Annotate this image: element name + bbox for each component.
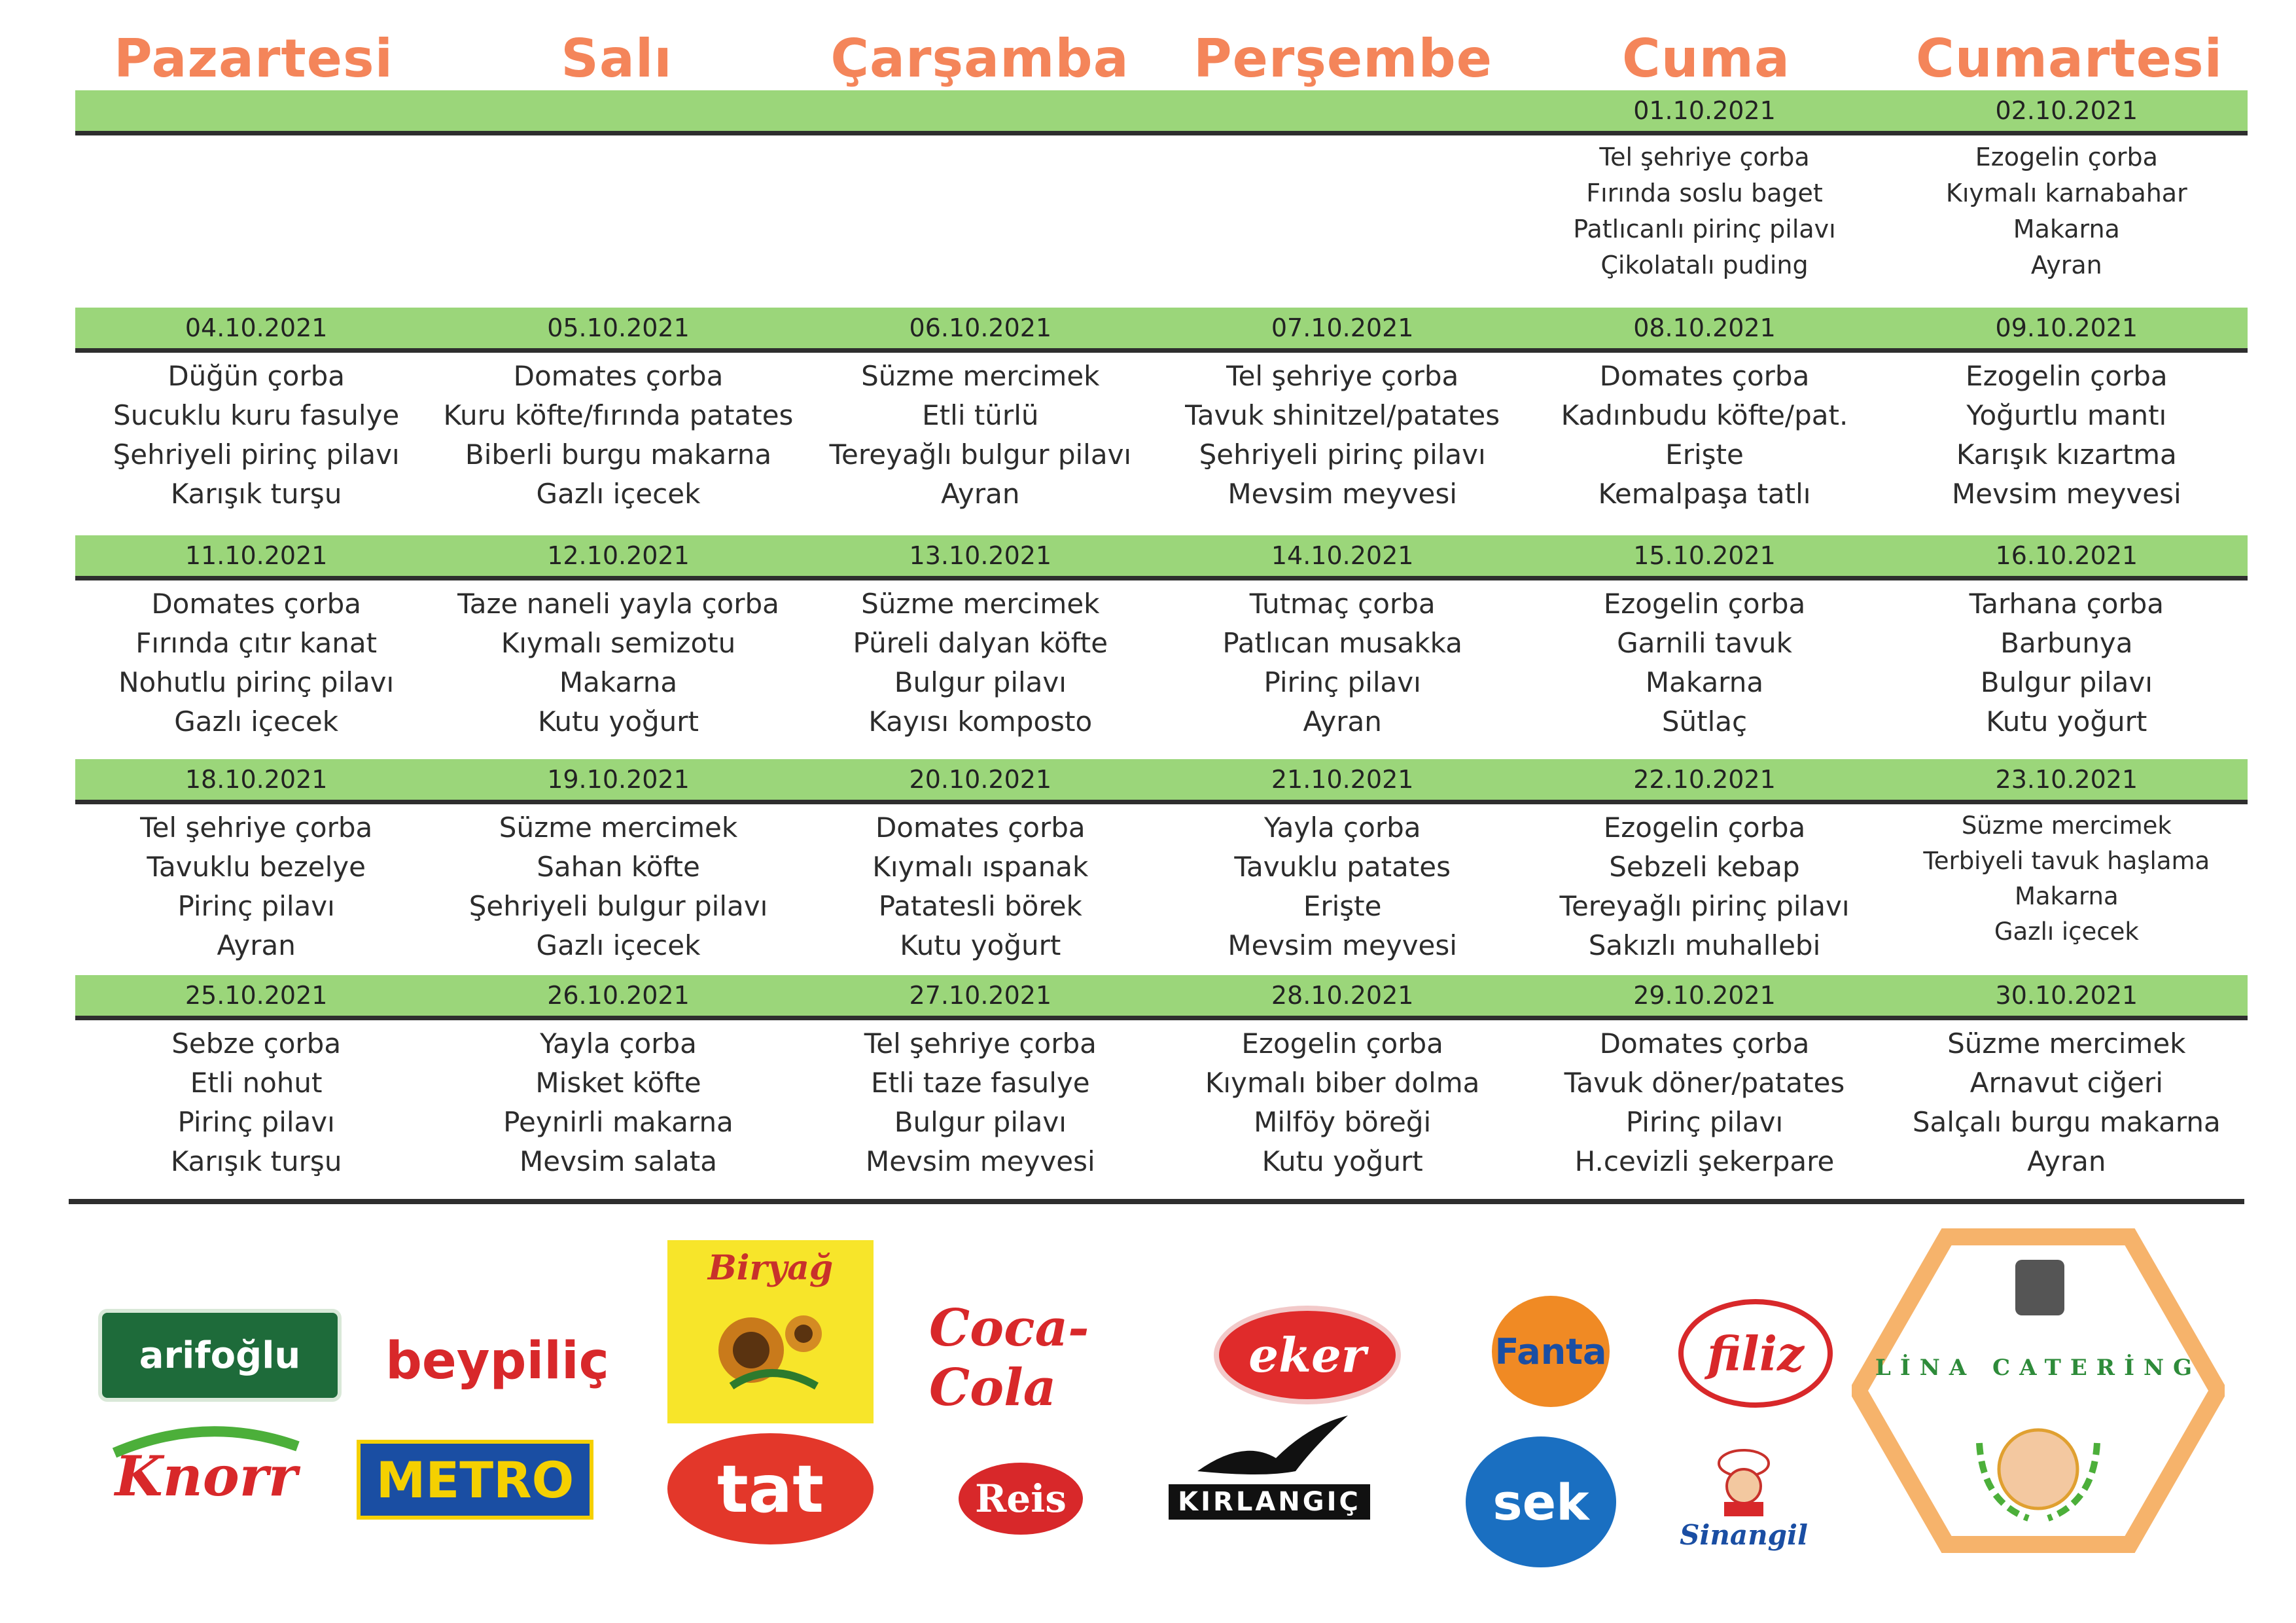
date-label: 29.10.2021 [1633, 981, 1776, 1010]
menu-item: Tavuk döner/patates [1564, 1067, 1845, 1099]
week-3 [75, 535, 2248, 741]
menu-item: Makarna [559, 666, 678, 698]
menu-item: Kemalpaşa tatlı [1598, 478, 1811, 510]
menu-cell [75, 1024, 437, 1181]
menu-item: Ayran [2027, 1145, 2106, 1177]
menu-item: Barbunya [2000, 627, 2133, 659]
menu-cell [1523, 808, 1885, 965]
biryag-logo-text: Biryağ [707, 1248, 834, 1288]
menu-item: Ezogelin çorba [1975, 143, 2158, 171]
menu-item: Süzme mercimek [1947, 1027, 2186, 1060]
reis-logo [959, 1463, 1083, 1535]
sinangil-logo [1665, 1436, 1822, 1561]
menu-item: Tavuklu patates [1234, 851, 1451, 883]
menu-item: Şehriyeli pirinç pilavı [113, 438, 400, 471]
week-5 [75, 975, 2248, 1181]
menu-item: Süzme mercimek [861, 588, 1100, 620]
date-label: 02.10.2021 [1995, 96, 2138, 125]
menu-item: Tutmaç çorba [1249, 588, 1436, 620]
date-label [1161, 90, 1523, 131]
menu-item: Mevsim meyvesi [1227, 478, 1457, 510]
menu-cell [1886, 584, 2248, 741]
menu-cell [1161, 1024, 1523, 1181]
date-label: 11.10.2021 [185, 541, 328, 570]
week-2 [75, 308, 2248, 514]
arifoglu-logo-text: arifoğlu [139, 1334, 301, 1377]
menu-item: Domates çorba [1599, 360, 1810, 392]
menu-item: Patatesli börek [878, 890, 1082, 922]
menu-item: Biberli burgu makarna [465, 438, 772, 471]
menu-cell [1886, 1024, 2248, 1181]
menu-item: Erişte [1303, 890, 1382, 922]
reis-logo-text: Reis [975, 1476, 1067, 1521]
menu-item: Süzme mercimek [861, 360, 1100, 392]
menu-item: Bulgur pilavı [1980, 666, 2153, 698]
menu-item: Süzme mercimek [499, 812, 738, 844]
menu-item: Ayran [217, 929, 296, 961]
menu-cell [1161, 139, 1523, 283]
date-label: 26.10.2021 [547, 981, 690, 1010]
menu-cell [75, 139, 437, 283]
date-label: 23.10.2021 [1995, 765, 2138, 794]
menu-item: Kayısı komposto [868, 705, 1093, 738]
menu-item: Şehriyeli bulgur pilavı [468, 890, 768, 922]
date-label: 18.10.2021 [185, 765, 328, 794]
chef-icon [1704, 1447, 1783, 1519]
lina-catering-logo [1852, 1227, 2225, 1554]
date-band [75, 975, 2248, 1020]
menu-item: Sucuklu kuru fasulye [113, 399, 400, 431]
menu-item: Tereyağlı bulgur pilavı [829, 438, 1132, 471]
menu-item: Gazlı içecek [536, 929, 701, 961]
menu-item: Makarna [2013, 215, 2120, 243]
menu-item: Şehriyeli pirinç pilavı [1199, 438, 1486, 471]
menu-cell [800, 357, 1161, 514]
date-label: 30.10.2021 [1995, 981, 2138, 1010]
menu-item: Taze naneli yayla çorba [457, 588, 779, 620]
date-band [75, 759, 2248, 804]
menu-item: Tavuklu bezelye [147, 851, 366, 883]
filiz-logo-text: filiz [1707, 1325, 1804, 1382]
menu-item: Garnili tavuk [1617, 627, 1792, 659]
menu-cell [1523, 139, 1885, 283]
beypilic-logo [366, 1322, 628, 1400]
menu-row [75, 804, 2248, 965]
date-label: 14.10.2021 [1271, 541, 1414, 570]
menu-row [75, 1020, 2248, 1181]
eker-logo-text: eker [1248, 1327, 1366, 1383]
day-header-friday: Cuma [1621, 28, 1790, 89]
menu-item: Tereyağlı pirinç pilavı [1559, 890, 1850, 922]
date-label: 19.10.2021 [547, 765, 690, 794]
menu-item: Ezogelin çorba [1241, 1027, 1443, 1060]
kirlangic-logo [1152, 1404, 1387, 1528]
date-label: 09.10.2021 [1995, 313, 2138, 342]
menu-cell [437, 139, 799, 283]
day-headers [72, 20, 2251, 98]
menu-item: Arnavut ciğeri [1969, 1067, 2163, 1099]
menu-cell [800, 584, 1161, 741]
sinangil-logo-text: Sinangil [1680, 1518, 1808, 1551]
menu-item: Salçalı burgu makarna [1912, 1106, 2221, 1138]
sek-logo-text: sek [1492, 1472, 1589, 1531]
menu-cell [1886, 357, 2248, 514]
day-header-monday: Pazartesi [113, 28, 393, 89]
knorr-leaf-icon [108, 1420, 304, 1459]
tat-logo-text: tat [716, 1450, 824, 1527]
menu-item: Pirinç pilavı [1625, 1106, 1784, 1138]
menu-item: Mevsim meyvesi [866, 1145, 1095, 1177]
coca-cola-logo [929, 1298, 1152, 1418]
menu-item: Karışık turşu [170, 1145, 342, 1177]
menu-item: Sebzeli kebap [1609, 851, 1800, 883]
day-header-thursday: Perşembe [1193, 28, 1493, 89]
lina-catering-hexagon-icon [1852, 1227, 2225, 1554]
menu-row [75, 353, 2248, 514]
lina-catering-logo-text: LİNA CATERİNG [1875, 1355, 2202, 1381]
menu-item: Nohutlu pirinç pilavı [118, 666, 395, 698]
date-label: 06.10.2021 [909, 313, 1052, 342]
menu-item: Ayran [941, 478, 1020, 510]
menu-item: Kutu yoğurt [900, 929, 1061, 961]
menu-item: Kıymalı biber dolma [1205, 1067, 1480, 1099]
menu-item: Domates çorba [1599, 1027, 1810, 1060]
menu-item: Yayla çorba [540, 1027, 697, 1060]
menu-item: Mevsim meyvesi [1952, 478, 2181, 510]
menu-item: Gazlı içecek [536, 478, 701, 510]
menu-item: Tel şehriye çorba [1599, 143, 1810, 171]
date-label: 07.10.2021 [1271, 313, 1414, 342]
date-label: 08.10.2021 [1633, 313, 1776, 342]
menu-item: Kıymalı karnabahar [1945, 179, 2187, 207]
menu-item: Kutu yoğurt [1262, 1145, 1423, 1177]
beypilic-logo-text: beypiliç [385, 1332, 609, 1391]
menu-item: Erişte [1665, 438, 1744, 471]
metro-logo-text: METRO [376, 1450, 574, 1509]
knorr-logo-text: Knorr [115, 1443, 298, 1508]
date-label [800, 90, 1161, 131]
date-label: 22.10.2021 [1633, 765, 1776, 794]
date-label: 25.10.2021 [185, 981, 328, 1010]
fanta-logo [1492, 1296, 1610, 1407]
menu-item: Tel şehriye çorba [140, 812, 373, 844]
menu-item: Misket köfte [535, 1067, 701, 1099]
fanta-logo-text: Fanta [1494, 1330, 1607, 1372]
week-4 [75, 759, 2248, 965]
menu-item: Bulgur pilavı [894, 1106, 1067, 1138]
menu-item: Ayran [1303, 705, 1382, 738]
menu-item: Milföy böreği [1254, 1106, 1432, 1138]
day-header-tuesday: Salı [561, 28, 673, 89]
menu-item: Makarna [2014, 882, 2119, 910]
date-label: 13.10.2021 [909, 541, 1052, 570]
menu-item: Karışık kızartma [1956, 438, 2177, 471]
menu-cell [800, 808, 1161, 965]
date-label: 20.10.2021 [909, 765, 1052, 794]
menu-item: Kıymalı ıspanak [872, 851, 1089, 883]
menu-cell [437, 584, 799, 741]
menu-item: Etli taze fasulye [871, 1067, 1090, 1099]
menu-item: Tel şehriye çorba [1226, 360, 1459, 392]
biryag-logo [667, 1240, 874, 1423]
menu-item: Çikolatalı puding [1600, 251, 1809, 279]
menu-row [75, 135, 2248, 283]
menu-item: Pirinç pilavı [1263, 666, 1421, 698]
swallow-icon [1184, 1412, 1354, 1484]
date-label: 15.10.2021 [1633, 541, 1776, 570]
date-label: 01.10.2021 [1633, 96, 1776, 125]
menu-item: Gazlı içecek [1994, 918, 2139, 946]
menu-item: Süzme mercimek [1961, 812, 2172, 840]
tat-logo [667, 1433, 874, 1544]
date-label: 21.10.2021 [1271, 765, 1414, 794]
date-label: 27.10.2021 [909, 981, 1052, 1010]
menu-item: Tel şehriye çorba [864, 1027, 1097, 1060]
metro-logo [357, 1440, 593, 1520]
menu-item: Ezogelin çorba [1966, 360, 2168, 392]
menu-item: Etli türlü [922, 399, 1039, 431]
menu-item: Düğün çorba [168, 360, 345, 392]
menu-item: Peynirli makarna [503, 1106, 733, 1138]
date-band [75, 535, 2248, 580]
menu-cell [1161, 584, 1523, 741]
menu-item: Makarna [1645, 666, 1764, 698]
eker-logo [1214, 1306, 1401, 1404]
menu-cell [1886, 808, 2248, 965]
menu-item: Domates çorba [513, 360, 724, 392]
day-header-saturday: Cumartesi [1916, 28, 2223, 89]
date-label: 04.10.2021 [185, 313, 328, 342]
menu-item: Pirinç pilavı [177, 890, 335, 922]
menu-cell [1161, 808, 1523, 965]
menu-item: Sahan köfte [537, 851, 700, 883]
menu-item: Patlıcanlı pirinç pilavı [1573, 215, 1836, 243]
menu-item: Kutu yoğurt [1986, 705, 2147, 738]
menu-cell [75, 808, 437, 965]
kirlangic-logo-text: KIRLANGIÇ [1169, 1484, 1370, 1520]
menu-cell [1161, 357, 1523, 514]
menu-item: Kadınbudu köfte/pat. [1561, 399, 1848, 431]
date-label: 05.10.2021 [547, 313, 690, 342]
week-1 [75, 90, 2248, 283]
menu-cell [1523, 584, 1885, 741]
menu-item: Yoğurtlu mantı [1966, 399, 2167, 431]
arifoglu-logo [98, 1309, 342, 1402]
menu-item: Domates çorba [151, 588, 361, 620]
menu-item: Patlıcan musakka [1222, 627, 1462, 659]
menu-cell [75, 357, 437, 514]
menu-cell [437, 808, 799, 965]
bottom-divider [69, 1199, 2244, 1204]
date-label: 16.10.2021 [1995, 541, 2138, 570]
date-band [75, 308, 2248, 353]
menu-item: Gazlı içecek [174, 705, 339, 738]
sunflower-icon [705, 1288, 836, 1399]
menu-item: Sütlaç [1661, 705, 1748, 738]
menu-item: Fırında soslu baget [1586, 179, 1823, 207]
menu-item: Mevsim salata [520, 1145, 717, 1177]
menu-cell [437, 357, 799, 514]
menu-cell [75, 584, 437, 741]
date-band [75, 90, 2248, 135]
menu-item: Kuru köfte/fırında patates [443, 399, 794, 431]
menu-cell [1886, 139, 2248, 283]
date-label: 12.10.2021 [547, 541, 690, 570]
menu-row [75, 580, 2248, 741]
menu-item: Mevsim meyvesi [1227, 929, 1457, 961]
menu-item: Karışık turşu [170, 478, 342, 510]
menu-item: Yayla çorba [1263, 812, 1421, 844]
menu-cell [1523, 1024, 1885, 1181]
menu-item: Etli nohut [190, 1067, 323, 1099]
date-label [75, 90, 437, 131]
menu-item: Püreli dalyan köfte [853, 627, 1108, 659]
menu-cell [1523, 357, 1885, 514]
menu-item: Sakızlı muhallebi [1588, 929, 1821, 961]
menu-item: Ezogelin çorba [1603, 812, 1806, 844]
menu-cell [800, 139, 1161, 283]
date-label: 28.10.2021 [1271, 981, 1414, 1010]
filiz-logo [1678, 1299, 1833, 1408]
menu-item: Ayran [2030, 251, 2102, 279]
date-label [437, 90, 799, 131]
menu-item: Fırında çıtır kanat [135, 627, 378, 659]
knorr-logo [105, 1420, 308, 1531]
menu-item: Sebze çorba [171, 1027, 342, 1060]
menu-item: H.cevizli şekerpare [1574, 1145, 1835, 1177]
menu-item: Pirinç pilavı [177, 1106, 335, 1138]
menu-item: Bulgur pilavı [894, 666, 1067, 698]
menu-item: Kutu yoğurt [537, 705, 699, 738]
coca-cola-logo-text: Coca-Cola [929, 1298, 1089, 1418]
menu-item: Kıymalı semizotu [501, 627, 736, 659]
menu-item: Ezogelin çorba [1603, 588, 1806, 620]
menu-item: Tavuk shinitzel/patates [1185, 399, 1500, 431]
day-header-wednesday: Çarşamba [830, 28, 1129, 89]
menu-item: Domates çorba [875, 812, 1086, 844]
menu-item: Terbiyeli tavuk haşlama [1923, 847, 2210, 875]
menu-cell [437, 1024, 799, 1181]
menu-cell [800, 1024, 1161, 1181]
sek-logo [1466, 1436, 1616, 1567]
menu-item: Tarhana çorba [1969, 588, 2164, 620]
